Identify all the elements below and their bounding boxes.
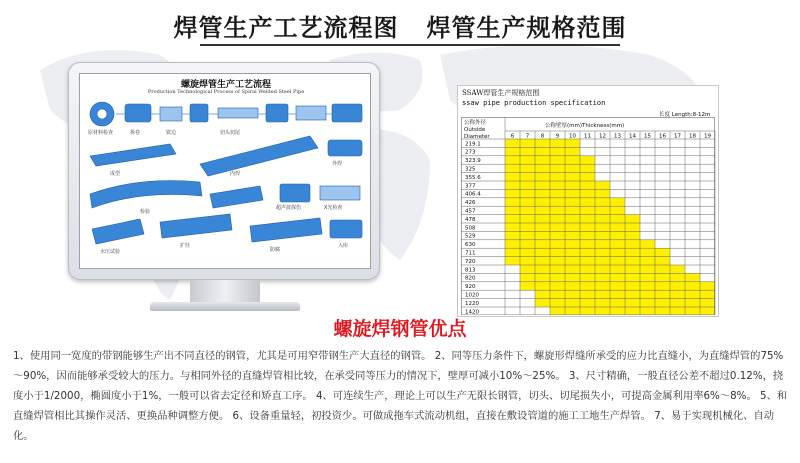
spec-fill-cell xyxy=(565,299,580,307)
spec-fill-cell xyxy=(595,231,610,239)
advantages-text: 1、使用同一宽度的带钢能够生产出不同直径的钢管，尤其是可用窄带钢生产大直径的钢管。 2、同等压力条件下，螺旋形焊缝所承受的应力比直缝小，为直缝焊管的75%～90%，因而能够承受较大的压力。与相同外径的直缝焊管相比较，在承受同等压力的情况下，壁厚可减小10%～25%。 3、尺寸精确，一般直径公差不超过0.12%，挠度小于1/2000，椭圆度小于1%，一般可以省去定径和矫直工序。 4、可连续生产，理论上可以生产无限长钢管，切头、切尾损失小，可提高金属利用率6%～8%。 5、和直缝焊管相比其操作灵活、更换品种调整方便。 6、设备重量轻，初投资少。可做成拖车式流动机组，直接在敷设管道的施工工地生产焊管。 7、易于实现机械化、自动化。 xyxy=(13,350,788,442)
process-subtitle: Production Technological Process of Spiral Welded Steel Pipe xyxy=(147,89,305,95)
spec-fill-cell xyxy=(640,265,655,273)
spec-fill-cell xyxy=(655,273,670,281)
spec-fill-cell xyxy=(655,290,670,298)
spec-fill-cell xyxy=(550,198,565,206)
spec-fill-cell xyxy=(520,282,535,290)
spec-fill-cell xyxy=(535,231,550,239)
spec-fill-cell xyxy=(505,181,520,189)
spec-fill-cell xyxy=(580,215,595,223)
spec-diameter-tick: 920 xyxy=(465,284,476,291)
spec-fill-cell xyxy=(625,231,640,239)
spec-fill-cell xyxy=(595,282,610,290)
spec-fill-cell xyxy=(535,299,550,307)
spec-fill-cell xyxy=(580,173,595,181)
spec-fill-cell xyxy=(565,189,580,197)
spec-fill-cell xyxy=(505,215,520,223)
spec-fill-cell xyxy=(520,223,535,231)
spec-fill-cell xyxy=(535,206,550,214)
spec-thickness-tick: 11 xyxy=(584,133,591,140)
spec-fill-cell xyxy=(625,290,640,298)
spec-fill-cell xyxy=(655,282,670,290)
spec-fill-cell xyxy=(625,240,640,248)
spec-fill-cell xyxy=(520,215,535,223)
spec-fill-cell xyxy=(580,181,595,189)
spec-fill-cell xyxy=(640,299,655,307)
spec-fill-cell xyxy=(625,223,640,231)
spec-thickness-tick: 19 xyxy=(704,133,711,140)
spec-fill-cell xyxy=(595,223,610,231)
spec-fill-cell xyxy=(550,223,565,231)
spec-diameter-tick: 273 xyxy=(465,149,476,156)
spec-fill-cell xyxy=(670,299,685,307)
spec-fill-cell xyxy=(550,139,565,147)
spec-fill-cell xyxy=(625,248,640,256)
spec-fill-cell xyxy=(535,282,550,290)
spec-fill-cell xyxy=(550,240,565,248)
spec-fill-cell xyxy=(610,231,625,239)
spec-fill-cell xyxy=(550,290,565,298)
spec-fill-cell xyxy=(565,156,580,164)
spec-fill-cell xyxy=(520,198,535,206)
spec-fill-cell xyxy=(655,257,670,265)
spec-thickness-tick: 8 xyxy=(540,133,545,140)
spec-fill-cell xyxy=(535,139,550,147)
spec-fill-cell xyxy=(520,206,535,214)
spec-fill-cell xyxy=(520,156,535,164)
spec-fill-cell xyxy=(670,282,685,290)
spec-fill-cell xyxy=(700,290,715,298)
spec-fill-cell xyxy=(640,240,655,248)
spec-fill-cell xyxy=(595,273,610,281)
spec-diameter-tick: 377 xyxy=(465,183,476,190)
spec-fill-cell xyxy=(685,290,700,298)
spec-fill-cell xyxy=(520,173,535,181)
spec-fill-cell xyxy=(565,223,580,231)
spec-fill-cell xyxy=(580,299,595,307)
spec-fill-cell xyxy=(550,248,565,256)
monitor-base xyxy=(150,302,300,311)
spec-fill-cell xyxy=(580,265,595,273)
spec-fill-cell xyxy=(565,257,580,265)
spec-fill-cell xyxy=(550,282,565,290)
spec-fill-cell xyxy=(670,273,685,281)
spec-fill-cell xyxy=(610,240,625,248)
spec-fill-cell xyxy=(595,189,610,197)
spec-fill-cell xyxy=(550,181,565,189)
spec-thickness-tick: 18 xyxy=(689,133,696,140)
step-label: X光检查 xyxy=(324,205,343,211)
spec-fill-cell xyxy=(535,248,550,256)
spec-thickness-tick: 7 xyxy=(525,133,530,140)
spec-fill-cell xyxy=(670,265,685,273)
spec-fill-cell xyxy=(520,181,535,189)
spec-fill-cell xyxy=(565,231,580,239)
spec-diameter-tick: 323.9 xyxy=(465,158,481,165)
spec-fill-cell xyxy=(550,156,565,164)
spec-fill-cell xyxy=(565,265,580,273)
spec-fill-cell xyxy=(565,282,580,290)
spec-fill-cell xyxy=(535,257,550,265)
spec-fill-cell xyxy=(685,299,700,307)
spec-diameter-tick: 406.4 xyxy=(465,191,481,198)
spec-fill-cell xyxy=(580,164,595,172)
monitor-frame xyxy=(68,62,380,280)
spec-fill-cell xyxy=(505,206,520,214)
spec-fill-cell xyxy=(505,240,520,248)
spec-fill-cell xyxy=(550,164,565,172)
spec-fill-cell xyxy=(625,299,640,307)
spec-fill-cell xyxy=(580,189,595,197)
spec-fill-cell xyxy=(580,257,595,265)
spec-diameter-tick: 630 xyxy=(465,242,476,249)
spec-diameter-tick: 355.6 xyxy=(465,174,481,181)
spec-fill-cell xyxy=(640,273,655,281)
spec-fill-cell xyxy=(580,273,595,281)
process-illustration xyxy=(80,74,371,269)
spec-fill-cell xyxy=(640,290,655,298)
spec-fill-cell xyxy=(565,206,580,214)
spec-fill-cell xyxy=(610,273,625,281)
spec-fill-cell xyxy=(520,189,535,197)
spec-fill-cell xyxy=(520,139,535,147)
spec-fill-cell xyxy=(580,206,595,214)
spec-fill-cell xyxy=(595,290,610,298)
monitor-stand xyxy=(190,280,260,304)
spec-fill-cell xyxy=(550,215,565,223)
spec-fill-cell xyxy=(610,265,625,273)
spec-fill-cell xyxy=(580,248,595,256)
spec-fill-cell xyxy=(670,290,685,298)
spec-fill-cell xyxy=(580,290,595,298)
spec-fill-cell xyxy=(565,248,580,256)
spec-fill-cell xyxy=(625,215,640,223)
spec-fill-cell xyxy=(580,240,595,248)
spec-diameter-tick: 1020 xyxy=(465,292,479,299)
spec-fill-cell xyxy=(655,265,670,273)
spec-diameter-header: 公称外径 xyxy=(464,120,487,126)
spec-fill-cell xyxy=(505,223,520,231)
spec-fill-cell xyxy=(595,240,610,248)
spec-fill-cell xyxy=(580,282,595,290)
step-label: 扩径 xyxy=(180,243,191,249)
spec-fill-cell xyxy=(610,198,625,206)
spec-fill-cell xyxy=(595,215,610,223)
spec-thickness-tick: 14 xyxy=(629,133,636,140)
spec-diameter-tick: 219.1 xyxy=(465,141,481,148)
spec-fill-cell xyxy=(565,290,580,298)
spec-fill-cell xyxy=(625,265,640,273)
spec-fill-cell xyxy=(535,173,550,181)
spec-fill-cell xyxy=(610,215,625,223)
spec-fill-cell xyxy=(625,257,640,265)
spec-diameter-tick: 426 xyxy=(465,200,476,207)
spec-fill-cell xyxy=(565,139,580,147)
spec-fill-cell xyxy=(550,231,565,239)
process-title: 螺旋焊管生产工艺流程 xyxy=(180,80,271,90)
spec-fill-cell xyxy=(535,181,550,189)
spec-fill-cell xyxy=(550,257,565,265)
spec-fill-cell xyxy=(535,290,550,298)
spec-fill-cell xyxy=(700,299,715,307)
spec-fill-cell xyxy=(505,164,520,172)
spec-fill-cell xyxy=(505,231,520,239)
spec-diameter-tick: 478 xyxy=(465,216,476,223)
spec-thickness-tick: 6 xyxy=(510,133,515,140)
spec-fill-cell xyxy=(640,257,655,265)
step-label: 内焊 xyxy=(230,171,241,177)
spec-fill-cell xyxy=(520,257,535,265)
spec-fill-cell xyxy=(580,156,595,164)
spec-fill-cell xyxy=(685,273,700,281)
spec-fill-cell xyxy=(565,147,580,155)
spec-thickness-tick: 9 xyxy=(555,133,560,140)
spec-fill-cell xyxy=(535,198,550,206)
spec-fill-cell xyxy=(520,248,535,256)
advantages-title: 螺旋焊钢管优点 xyxy=(333,318,467,340)
spec-diameter-tick: 720 xyxy=(465,258,476,265)
spec-fill-cell xyxy=(535,273,550,281)
spec-fill-cell xyxy=(550,147,565,155)
spec-fill-cell xyxy=(655,299,670,307)
spec-fill-cell xyxy=(520,147,535,155)
spec-diameter-header: Outside xyxy=(464,127,486,133)
spec-diameter-tick: 529 xyxy=(465,233,476,240)
spec-thickness-tick: 16 xyxy=(659,133,666,140)
spec-fill-cell xyxy=(550,299,565,307)
spec-fill-cell xyxy=(595,198,610,206)
spec-fill-cell xyxy=(580,231,595,239)
spec-diameter-tick: 1220 xyxy=(465,300,479,307)
step-label: 切头切尾 xyxy=(220,130,241,136)
spec-diameter-tick: 820 xyxy=(465,275,476,282)
step-label: 外焊 xyxy=(332,161,343,167)
spec-fill-cell xyxy=(565,215,580,223)
spec-fill-cell xyxy=(550,265,565,273)
spec-fill-cell xyxy=(640,282,655,290)
spec-fill-cell xyxy=(595,265,610,273)
spec-diameter-header: Diameter xyxy=(464,134,490,140)
title-underline xyxy=(200,44,620,46)
step-label: 拆卷 xyxy=(130,130,141,136)
spec-fill-cell xyxy=(505,147,520,155)
spec-fill-cell xyxy=(625,282,640,290)
spec-fill-cell xyxy=(595,257,610,265)
spec-fill-cell xyxy=(505,248,520,256)
spec-fill-cell xyxy=(655,248,670,256)
step-label: 水压试验 xyxy=(100,249,121,255)
spec-diameter-tick: 325 xyxy=(465,166,476,173)
process-flow-diagram xyxy=(79,73,371,269)
spec-fill-cell xyxy=(595,248,610,256)
spec-thickness-label: 公称壁厚(mm)Thickness(mm) xyxy=(545,123,625,129)
spec-diameter-tick: 457 xyxy=(465,208,476,215)
step-label: 防腐 xyxy=(270,247,281,253)
spec-fill-cell xyxy=(505,198,520,206)
spec-fill-cell xyxy=(565,181,580,189)
step-label: 铣边 xyxy=(166,130,177,136)
spec-fill-cell xyxy=(535,215,550,223)
spec-fill-cell xyxy=(535,156,550,164)
step-label: 超声波探伤 xyxy=(276,205,302,211)
spec-diameter-tick: 813 xyxy=(465,267,476,274)
spec-fill-cell xyxy=(595,299,610,307)
spec-fill-cell xyxy=(505,173,520,181)
spec-fill-cell xyxy=(520,265,535,273)
spec-length-label: 长度 Length:8-12m xyxy=(659,112,711,118)
spec-thickness-tick: 10 xyxy=(569,133,576,140)
step-label: 原材料检查 xyxy=(88,130,114,136)
spec-title-cn: SSAW焊管生产规格范围 xyxy=(462,89,540,97)
spec-thickness-tick: 12 xyxy=(599,133,606,140)
spec-fill-cell xyxy=(520,273,535,281)
spec-fill-cell xyxy=(505,156,520,164)
spec-fill-cell xyxy=(580,223,595,231)
spec-fill-cell xyxy=(535,164,550,172)
spec-fill-cell xyxy=(550,273,565,281)
spec-fill-cell xyxy=(550,189,565,197)
spec-thickness-tick: 17 xyxy=(674,133,681,140)
spec-fill-cell xyxy=(610,248,625,256)
spec-fill-cell xyxy=(595,181,610,189)
spec-diameter-tick: 1420 xyxy=(465,309,479,315)
spec-fill-cell xyxy=(610,257,625,265)
spec-fill-cell xyxy=(535,189,550,197)
spec-fill-cell xyxy=(610,282,625,290)
spec-fill-cell xyxy=(520,164,535,172)
spec-diameter-tick: 711 xyxy=(465,250,476,257)
spec-fill-cell xyxy=(565,240,580,248)
spec-fill-cell xyxy=(505,189,520,197)
spec-fill-cell xyxy=(700,282,715,290)
spec-fill-cell xyxy=(685,282,700,290)
spec-fill-cell xyxy=(625,273,640,281)
spec-fill-cell xyxy=(550,173,565,181)
spec-fill-cell xyxy=(535,223,550,231)
spec-fill-cell xyxy=(610,290,625,298)
spec-fill-cell xyxy=(535,240,550,248)
step-label: 入库 xyxy=(338,243,349,249)
spec-fill-cell xyxy=(535,147,550,155)
spec-fill-cell xyxy=(610,206,625,214)
spec-fill-cell xyxy=(640,248,655,256)
spec-thickness-tick: 13 xyxy=(614,133,621,140)
spec-fill-cell xyxy=(580,198,595,206)
spec-fill-cell xyxy=(520,231,535,239)
step-label: 成型 xyxy=(110,171,121,177)
spec-fill-cell xyxy=(565,273,580,281)
spec-thickness-tick: 15 xyxy=(644,133,651,140)
spec-fill-cell xyxy=(565,164,580,172)
spec-fill-cell xyxy=(610,299,625,307)
spec-fill-cell xyxy=(505,139,520,147)
page-title: 焊管生产工艺流程图 焊管生产规格范围 xyxy=(173,14,627,42)
spec-fill-cell xyxy=(610,223,625,231)
spec-diameter-tick: 508 xyxy=(465,225,476,232)
spec-grid-svg xyxy=(461,117,717,315)
spec-title-en: ssaw pipe production specification xyxy=(462,99,606,107)
spec-fill-cell xyxy=(550,206,565,214)
spec-fill-cell xyxy=(505,257,520,265)
spec-fill-cell xyxy=(520,240,535,248)
spec-fill-cell xyxy=(535,265,550,273)
spec-fill-cell xyxy=(565,198,580,206)
step-label: 检验 xyxy=(140,209,151,215)
spec-fill-cell xyxy=(595,206,610,214)
spec-grid xyxy=(461,117,717,315)
spec-fill-cell xyxy=(565,173,580,181)
spec-table-panel xyxy=(457,85,719,317)
